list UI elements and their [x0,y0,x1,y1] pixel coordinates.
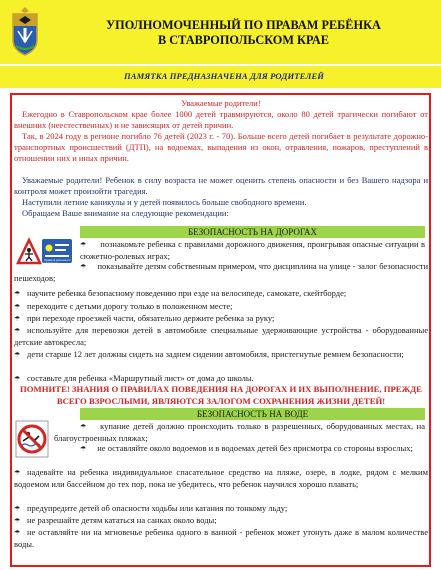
coat-of-arms-icon [10,6,40,56]
list-item [14,503,428,515]
list-item [14,349,428,361]
list-item-text: показывайте детям собственным примером, что дисциплина на улице - залог безопасности пешеходов; [14,261,428,283]
list-item [54,421,425,444]
umbrella-bullet-icon: ☂ [14,469,21,477]
list-item [14,527,428,550]
page-title [52,18,435,48]
list-item [80,239,425,262]
list-item-text: при переходе проезжей части, обязательно держите ребенка за руку; [27,313,275,323]
title-line-1: УПОЛНОМОЧЕННЫЙ ПО ПРАВАМ РЕБЁНКА [106,18,381,32]
list-item-text: не разрешайте детям кататься на санках около воды; [27,515,217,525]
umbrella-bullet-icon: ☂ [14,315,21,323]
umbrella-bullet-icon: ☂ [14,351,21,359]
list-item [14,288,428,300]
umbrella-bullet-icon: ☂ [14,303,21,311]
umbrella-bullet-icon: ☂ [14,290,21,298]
list-item [14,467,428,490]
list-item [14,325,428,348]
header-banner [0,0,441,64]
intro-paragraph-3: Уважаемые родители! Ребенок в силу возраста не может оценить степень опасности и без Вашего надзора и контроля может произойти трагедия. [14,175,428,196]
intro-paragraph-1: Ежегодно в Ставропольском крае более 1000 детей травмируются, около 80 детей трагически погибают от внешних (неестественных) и не зависящих от детей причин. [14,109,428,130]
intro-paragraph-4: Наступили летние каникулы и у детей появилось больше свободного времени. [22,197,307,207]
umbrella-bullet-icon: ☂ [80,445,87,453]
umbrella-bullet-icon: ☂ [80,263,87,271]
umbrella-bullet-icon: ☂ [80,241,87,249]
list-item-text: используйте для перевозки детей в автомобиле специальные удерживающие устройства - оборудованные детские автокресла; [14,325,428,347]
roads-warning: ПОМНИТЕ! ЗНАНИЯ О ПРАВИЛАХ ПОВЕДЕНИЯ НА ДОРОГАХ И ИХ ВЫПОЛНЕНИЕ, ПРЕЖДЕ ВСЕГО ВЗРОСЛЫМИ, ЯВЛЯЮТСЯ ЗАЛОГОМ СОХРАНЕНИЯ ЖИЗНИ ДЕТЕЙ! [20,384,422,406]
no-swimming-sign-icon [15,420,49,458]
list-item [14,313,428,325]
roads-section-heading: БЕЗОПАСНОСТЬ НА ДОРОГАХ [80,226,425,238]
umbrella-bullet-icon: ☂ [14,375,21,383]
intro-paragraph-5: Обращаем Ваше внимание на следующие рекомендации: [22,208,229,218]
umbrella-bullet-icon: ☂ [80,423,87,431]
list-item-text: не оставляйте около водоемов и в водоемах детей без присмотра со стороны взрослых; [97,443,413,453]
list-item-text: купание детей должно происходить только в разрешенных, оборудованных местах, на благоустроенных пляжах; [54,421,426,443]
list-item-text: переходите с детьми дорогу только в положенном месте; [27,301,233,311]
list-item-text: дети старше 12 лет должны сидеть на заднем сидении автомобиля, пристегнутые ремнем безопасности; [27,349,404,359]
umbrella-bullet-icon: ☂ [14,517,21,525]
water-section-heading: БЕЗОПАСНОСТЬ НА ВОДЕ [80,408,425,420]
umbrella-bullet-icon: ☂ [14,327,21,335]
list-item-text: научите ребенка безопасному поведению при езде на велосипеде, самокате, скейтборде; [27,288,347,298]
list-item [14,261,428,284]
list-item-text: не оставляйте ни на мгновенье ребенка одного в ванной - ребенок может утонуть даже в малом количестве воды. [14,527,428,549]
greeting: Уважаемые родители! [181,98,261,108]
umbrella-bullet-icon: ☂ [14,505,21,513]
list-item [14,301,428,313]
traffic-sign-text: Правила дорожного движения [44,259,71,265]
list-item-text: познакомьте ребенка с правилами дорожного движения, проигрывая опасные ситуации в сюжетно-ролевых играх; [80,239,426,261]
umbrella-bullet-icon: ☂ [14,529,21,537]
list-item-text: надевайте на ребенка индивидуальное спасательное средство на пляже, озере, в лодке, рядом с мелким водоемом или бассейном до тех пор, пока не убедитесь, что ребенок научился хорошо плавать; [14,467,428,489]
list-item-text: составьте для ребенка «Маршрутный лист» от дома до школы. [27,373,254,383]
memo-banner [0,66,441,88]
list-item-text: предупредите детей об опасности ходьбы или катания по тонкому льду; [27,503,288,513]
intro-paragraph-2: Так, в 2024 году в регионе погибло 76 детей (2023 г. - 70). Больше всего детей погибает в результате дорожно-транспортных происшествий (ДТП), на водоемах, выпадения из окон, отравления, пожаров, преступлений в отношении них и иных причин. [14,131,428,163]
list-item [14,515,428,527]
title-line-2: В СТАВРОПОЛЬСКОМ КРАЕ [157,33,329,47]
memo-text: ПАМЯТКА ПРЕДНАЗНАЧЕНА ДЛЯ РОДИТЕЛЕЙ [124,71,325,81]
list-item [54,443,425,455]
